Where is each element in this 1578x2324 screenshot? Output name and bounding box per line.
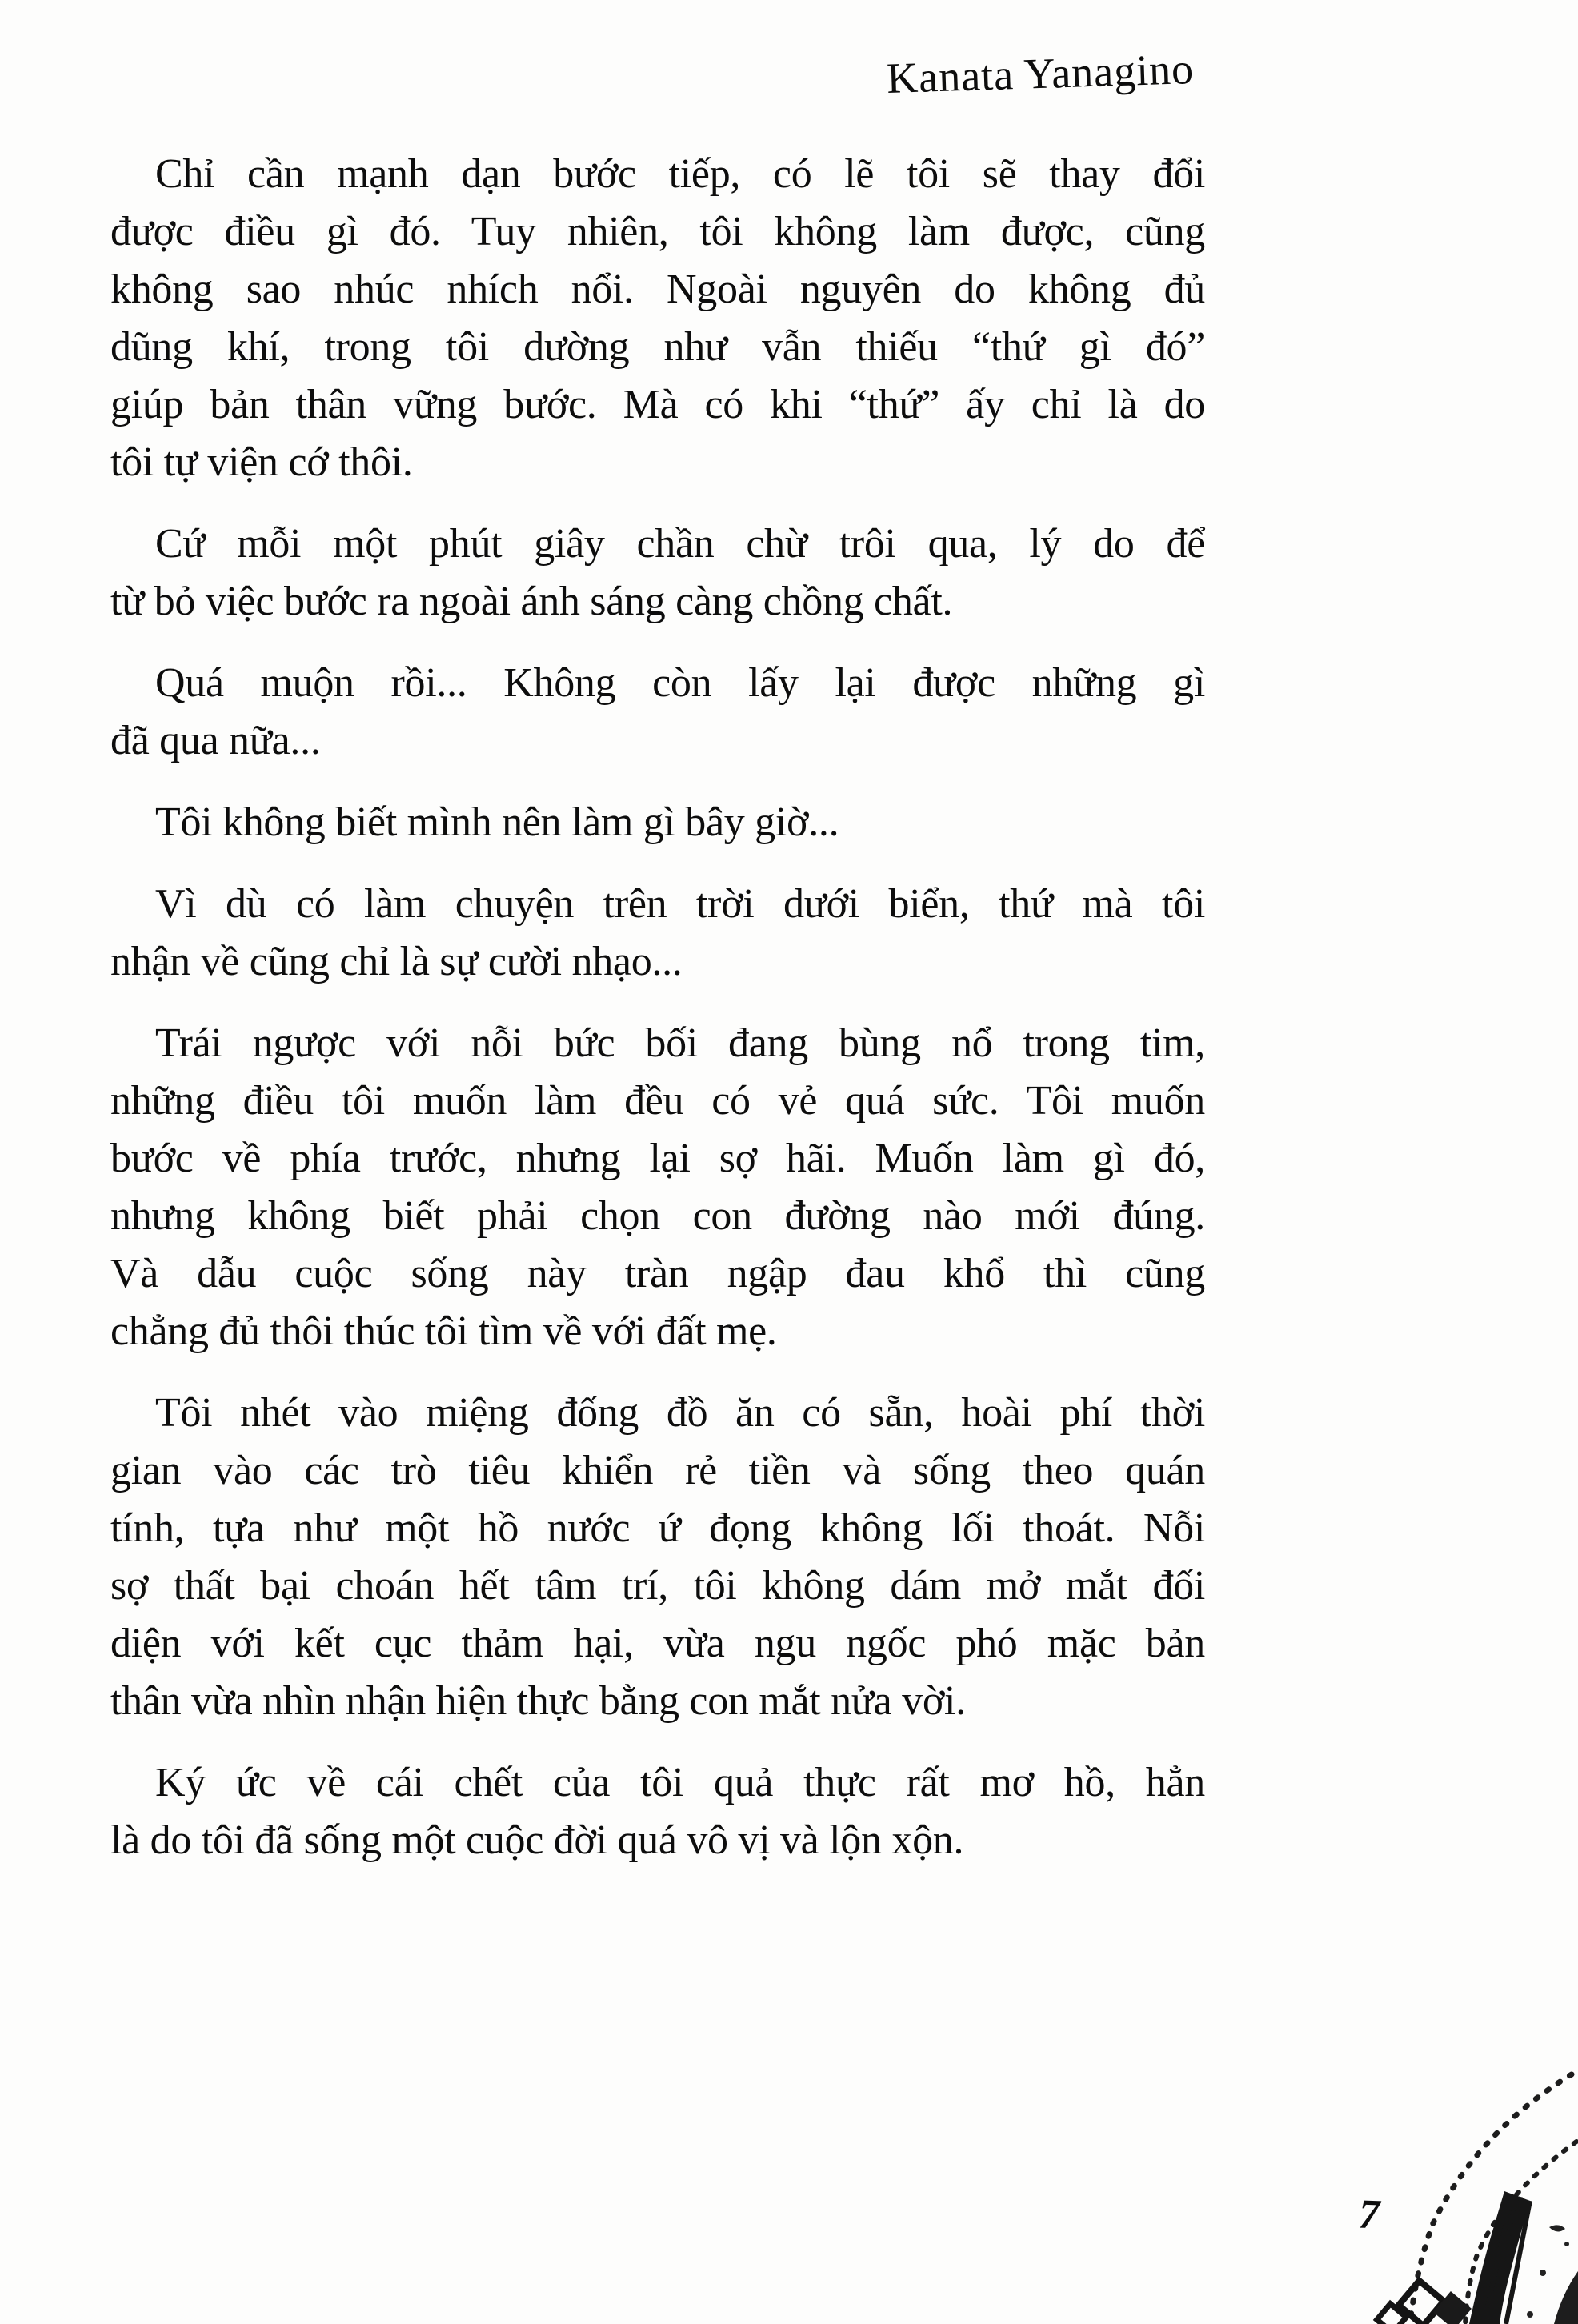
body-line: dũng khí, trong tôi dường như vẫn thiếu “thứ gì đó” [110,324,1205,370]
page-body [110,146,1205,1869]
body-line: chẳng đủ thôi thúc tôi tìm về với đất mẹ. [110,1308,777,1354]
paragraph [110,1015,1205,1360]
body-line: những điều tôi muốn làm đều có vẻ quá sức. Tôi muốn [110,1078,1205,1124]
body-line: là do tôi đã sống một cuộc đời quá vô vị và lộn xộn. [110,1817,964,1863]
body-line: giúp bản thân vững bước. Mà có khi “thứ” ấy chỉ là do [110,382,1205,427]
paragraph [110,146,1205,491]
body-line: được điều gì đó. Tuy nhiên, tôi không làm được, cũng [110,209,1205,254]
corner-ink-sketch-icon [1248,2033,1578,2324]
body-line: Tôi không biết mình nên làm gì bây giờ... [155,799,839,845]
body-line: bước về phía trước, nhưng lại sợ hãi. Muốn làm gì đó, [110,1136,1205,1181]
body-line: đã qua nữa... [110,718,321,763]
page-number: 7 [1358,2191,1380,2238]
body-line: từ bỏ việc bước ra ngoài ánh sáng càng chồng chất. [110,579,953,624]
body-line: thân vừa nhìn nhận hiện thực bằng con mắt nửa vời. [110,1678,966,1724]
paragraph [110,655,1205,770]
body-line: Chỉ cần mạnh dạn bước tiếp, có lẽ tôi sẽ thay đổi [155,151,1205,197]
body-line: Cứ mỗi một phút giây chần chừ trôi qua, lý do để [155,521,1205,567]
body-line: sợ thất bại choán hết tâm trí, tôi không dám mở mắt đối [110,1563,1205,1609]
body-line: tôi tự viện cớ thôi. [110,439,413,485]
body-line: diện với kết cục thảm hại, vừa ngu ngốc phó mặc bản [110,1621,1205,1666]
paragraph [110,794,1205,851]
body-line: Vì dù có làm chuyện trên trời dưới biển, thứ mà tôi [155,881,1205,927]
body-line: Tôi nhét vào miệng đống đồ ăn có sẵn, hoài phí thời [155,1390,1205,1436]
body-line: tính, tựa như một hồ nước ứ đọng không lối thoát. Nỗi [110,1505,1205,1551]
body-line: Quá muộn rồi... Không còn lấy lại được những gì [155,660,1205,706]
body-line: Ký ức về cái chết của tôi quả thực rất mơ hồ, hẳn [155,1760,1205,1805]
body-line: nhận về cũng chỉ là sự cười nhạo... [110,939,683,984]
page-header-author: Kanata Yanagino [886,45,1195,103]
paragraph [110,876,1205,991]
paragraph [110,515,1205,631]
body-line: Trái ngược với nỗi bức bối đang bùng nổ trong tim, [155,1020,1205,1066]
body-line: gian vào các trò tiêu khiển rẻ tiền và sống theo quán [110,1448,1205,1493]
paragraph [110,1384,1205,1730]
body-line: nhưng không biết phải chọn con đường nào mới đúng. [110,1193,1205,1239]
body-line: Và dẫu cuộc sống này tràn ngập đau khổ thì cũng [110,1251,1205,1296]
paragraph [110,1754,1205,1869]
body-line: không sao nhúc nhích nổi. Ngoài nguyên do không đủ [110,266,1205,312]
